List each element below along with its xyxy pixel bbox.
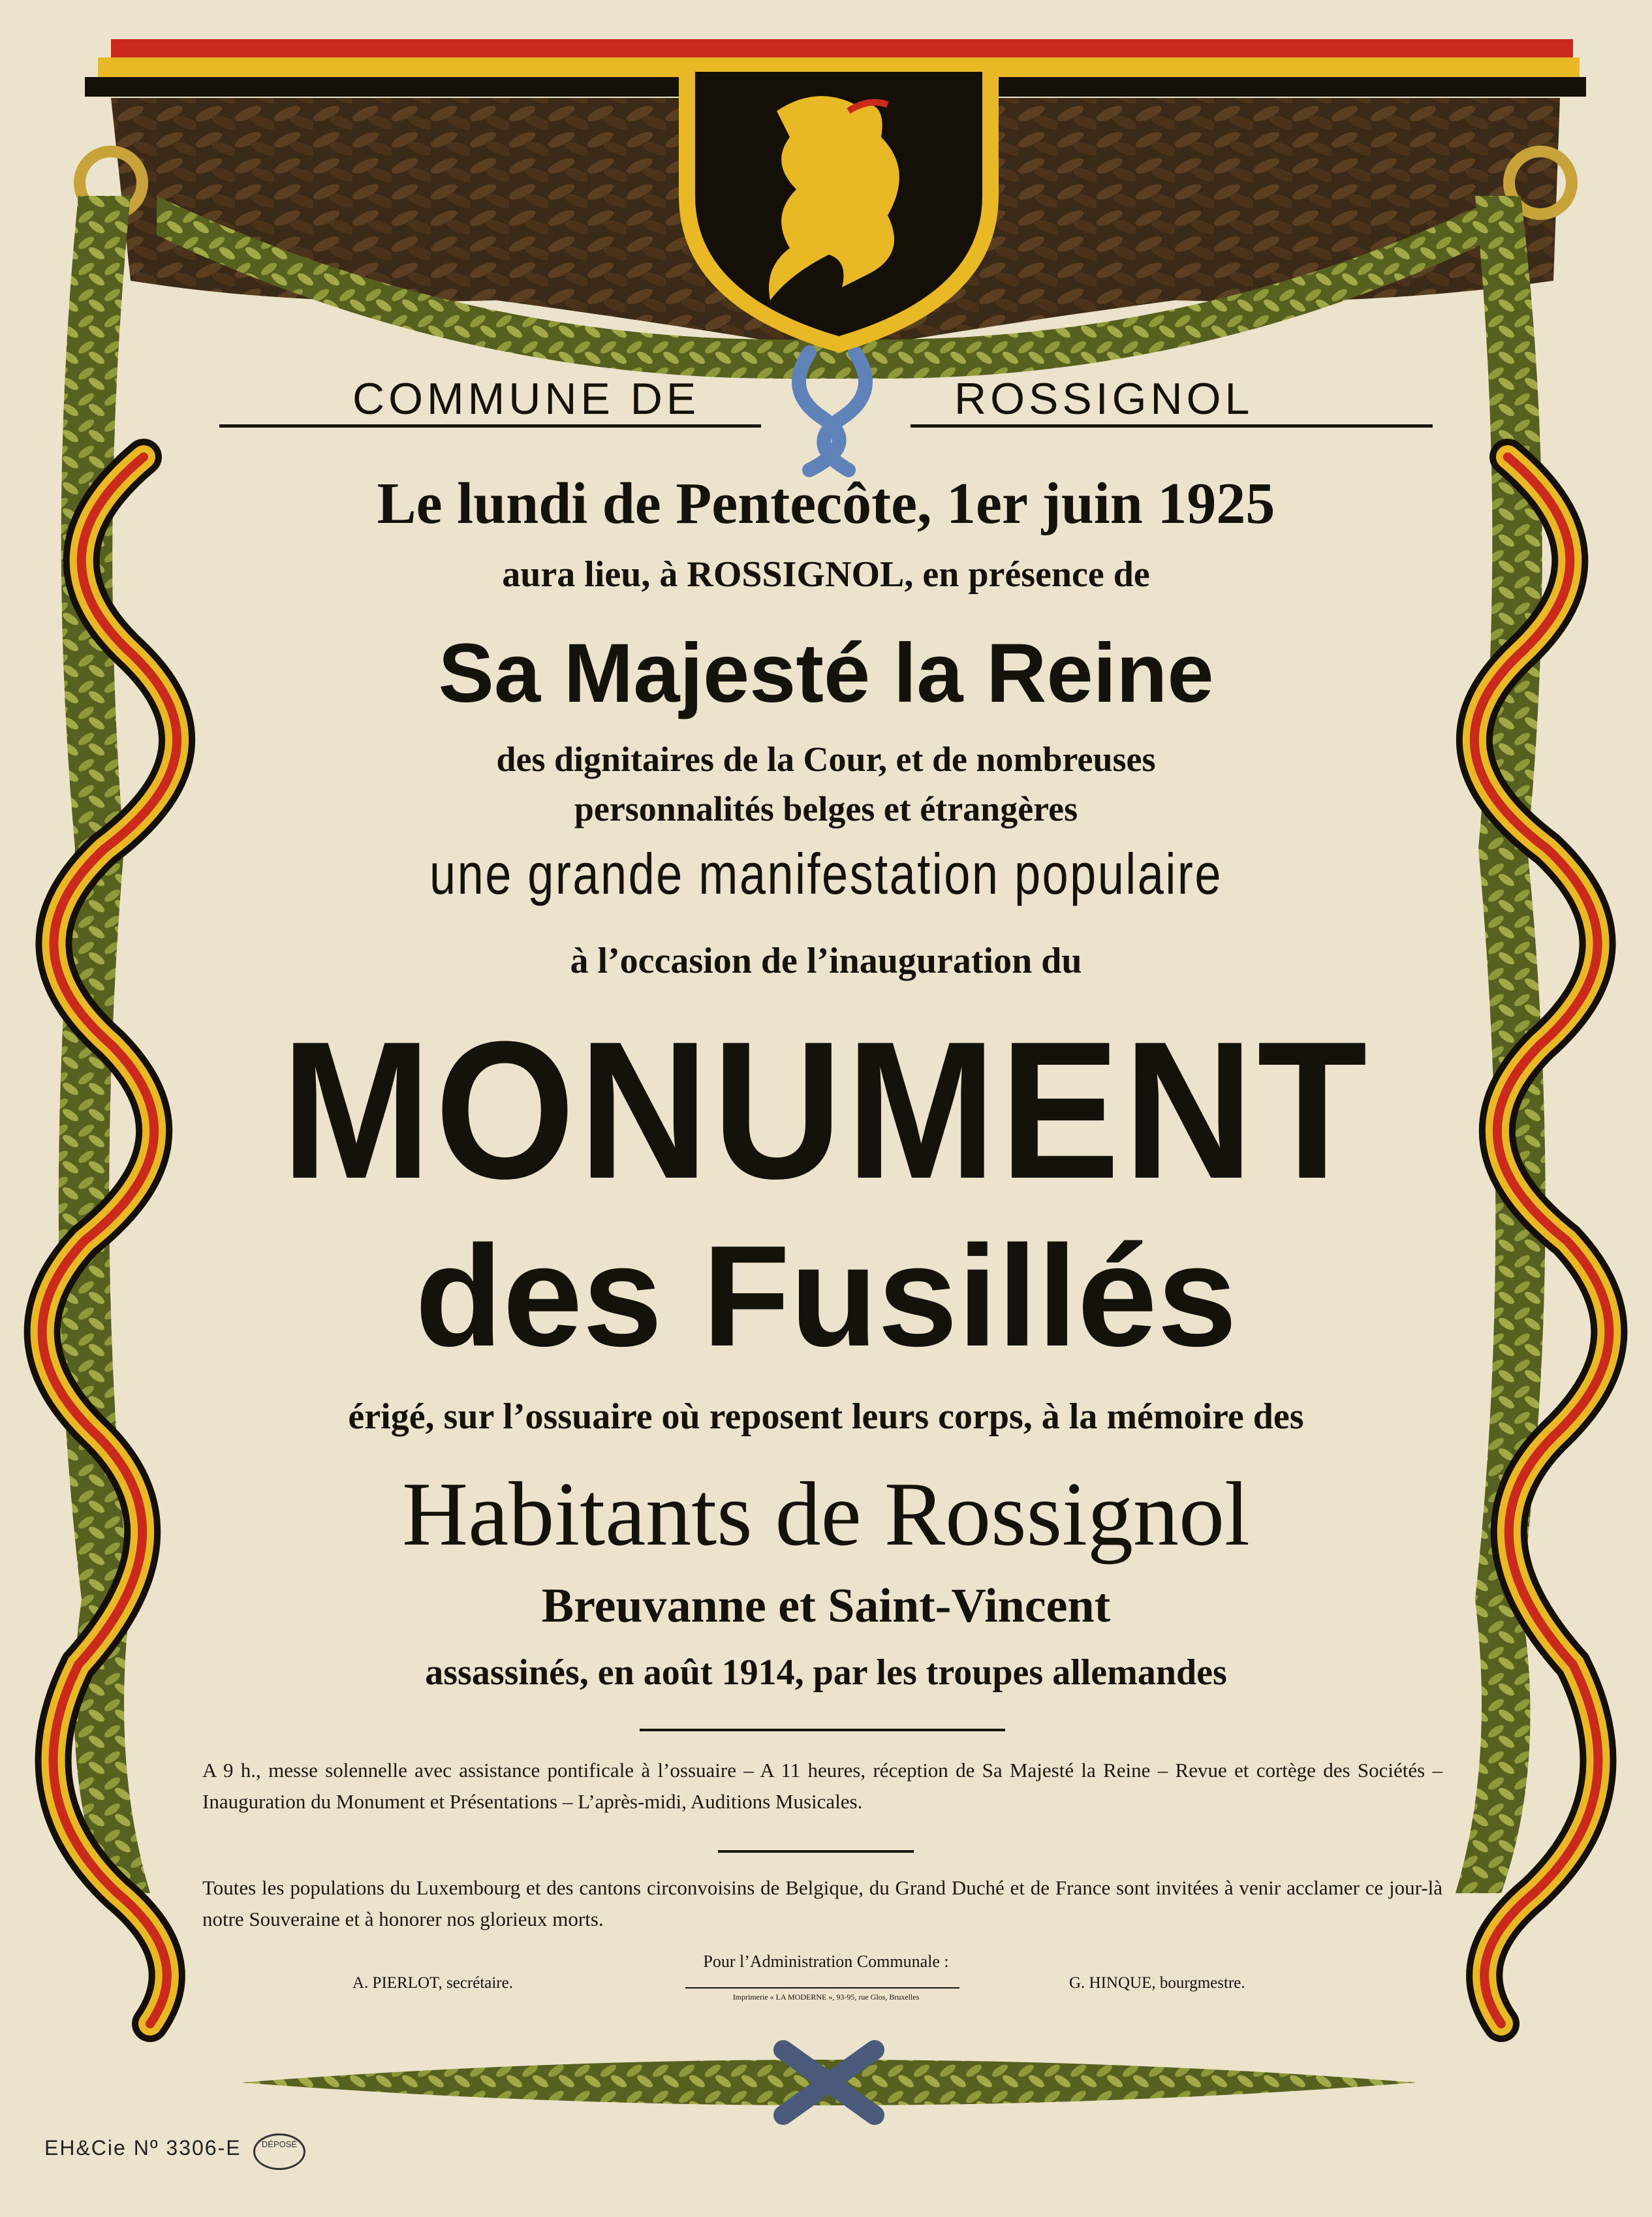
- manifestation-line: une grande manifestation populaire: [429, 841, 1223, 906]
- header-rule-left: [219, 424, 761, 428]
- program-text: A 9 h., messe solennelle avec assistance pontificale à l’ossuaire – A 11 heures, réception de Sa Majesté la Reine – Revue et cortège des Sociétés – Inauguration du Monument et Présentations – L’après-midi, Auditions Musicales.: [202, 1759, 1442, 1813]
- occasion-line: à l’occasion de l’inauguration du: [570, 941, 1082, 981]
- dignitaries-line-2: personnalités belges et étrangères: [574, 789, 1078, 828]
- presence-line: aura lieu, à ROSSIGNOL, en présence de: [502, 554, 1150, 595]
- monument-heading: MONUMENT: [281, 1000, 1371, 1219]
- villages-line: Breuvanne et Saint-Vincent: [541, 1579, 1111, 1633]
- secretary-signature: A. PIERLOT, secrétaire.: [352, 1974, 513, 1992]
- header-rule-right: [911, 424, 1433, 428]
- divider-1: [640, 1729, 1005, 1731]
- printer-rule: [685, 1987, 959, 1989]
- header-commune: COMMUNE DE: [352, 374, 700, 424]
- divider-2: [718, 1850, 914, 1853]
- catalog-number: EH&Cie Nº 3306-E: [44, 2136, 242, 2160]
- assassinated-line: assassinés, en août 1914, par les troupes allemandes: [425, 1652, 1227, 1693]
- habitants-heading: Habitants de Rossignol: [402, 1464, 1250, 1565]
- administration-line: Pour l’Administration Communale :: [703, 1952, 949, 1971]
- header-rossignol: ROSSIGNOL: [954, 374, 1254, 424]
- printer-line: Imprimerie « LA MODERNE », 93-95, rue Glos, Bruxelles: [732, 1992, 920, 2002]
- fusilles-heading: des Fusillés: [414, 1216, 1238, 1376]
- depose-stamp: [253, 2133, 305, 2170]
- dignitaries-line-1: des dignitaires de la Cour, et de nombreuses: [496, 740, 1156, 779]
- stamp-text: DÉPOSÉ: [261, 2139, 298, 2149]
- erected-line: érigé, sur l’ossuaire où reposent leurs corps, à la mémoire des: [348, 1396, 1304, 1437]
- mayor-signature: G. HINQUE, bourgmestre.: [1069, 1974, 1245, 1992]
- date-line: Le lundi de Pentecôte, 1er juin 1925: [377, 471, 1275, 536]
- invitation-text: Toutes les populations du Luxembourg et des cantons circonvoisins de Belgique, du Grand Duché et de France sont invitées à venir acclamer ce jour-là notre Souveraine et à honorer nos glorieux morts.: [202, 1876, 1442, 1930]
- queen-heading: Sa Majesté la Reine: [438, 627, 1214, 720]
